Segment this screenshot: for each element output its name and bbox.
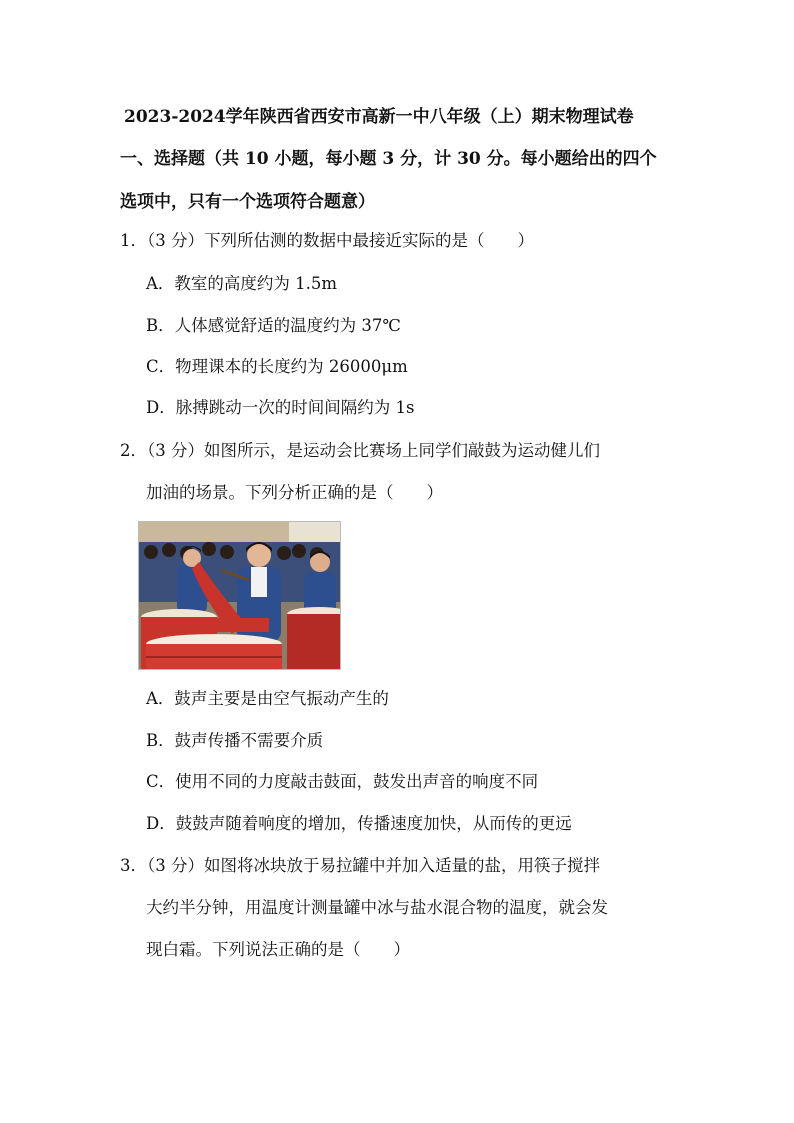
question-3-stem-line2: 大约半分钟，用温度计测量罐中冰与盐水混合物的温度，就会发 <box>146 898 608 917</box>
question-2-stem-line2: 加油的场景。下列分析正确的是（ ） <box>146 483 443 502</box>
drum-photo <box>138 521 341 670</box>
question-1-option-c: C．物理课本的长度约为 26000μm <box>146 357 408 376</box>
question-1-stem: 1．（3 分）下列所估测的数据中最接近实际的是（ ） <box>120 231 534 250</box>
section-heading-line1: 一、选择题（共 10 小题，每小题 3 分，计 30 分。每小题给出的四个 <box>120 149 657 169</box>
question-1-option-d: D．脉搏跳动一次的时间间隔约为 1s <box>146 398 415 417</box>
exam-title: 2023-2024学年陕西省西安市高新一中八年级（上）期末物理试卷 <box>124 107 634 127</box>
question-3-stem-line3: 现白霜。下列说法正确的是（ ） <box>146 940 410 959</box>
question-2-option-d: D．鼓鼓声随着响度的增加，传播速度加快，从而传的更远 <box>146 814 572 833</box>
question-2-option-a: A．鼓声主要是由空气振动产生的 <box>146 689 389 708</box>
question-2-stem-line1: 2．（3 分）如图所示，是运动会比赛场上同学们敲鼓为运动健儿们 <box>120 441 600 460</box>
question-1-option-a: A．教室的高度约为 1.5m <box>146 274 338 293</box>
question-3-stem-line1: 3．（3 分）如图将冰块放于易拉罐中并加入适量的盐，用筷子搅拌 <box>120 856 600 875</box>
question-1-option-b: B．人体感觉舒适的温度约为 37℃ <box>146 316 401 335</box>
question-2-option-b: B．鼓声传播不需要介质 <box>146 731 324 750</box>
section-heading-line2: 选项中，只有一个选项符合题意） <box>120 192 375 212</box>
question-2-option-c: C．使用不同的力度敲击鼓面，鼓发出声音的响度不同 <box>146 772 539 791</box>
